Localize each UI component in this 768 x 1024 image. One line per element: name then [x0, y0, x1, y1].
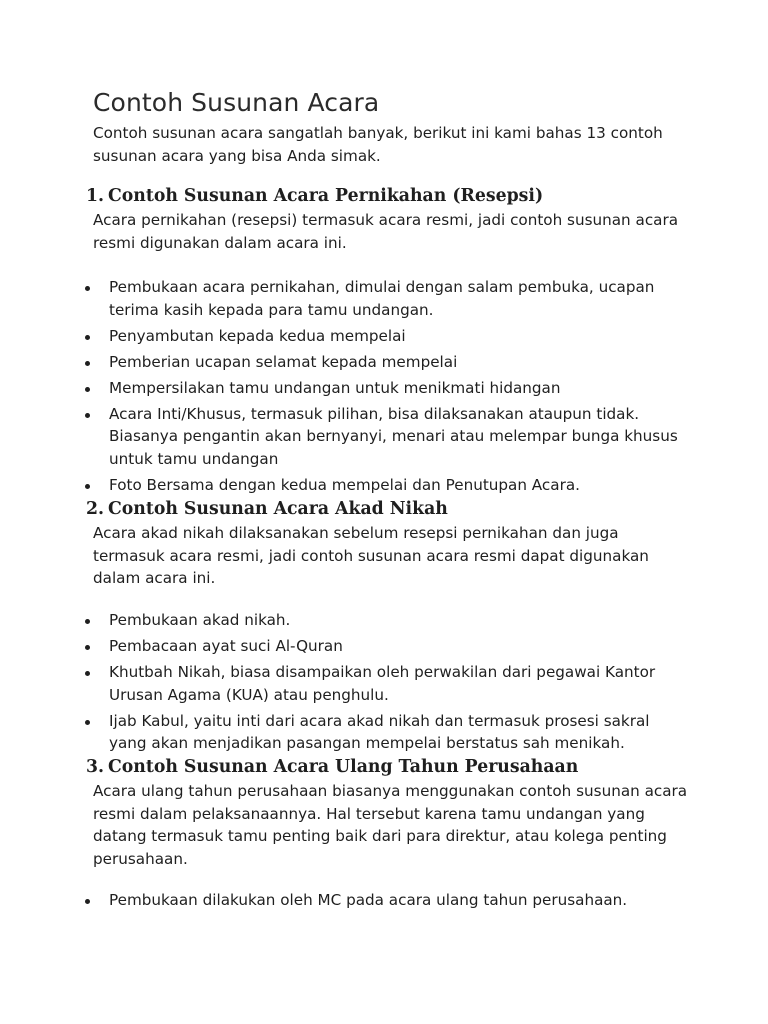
section-number: 1.: [86, 186, 105, 206]
document-intro: Contoh susunan acara sangatlah banyak, berikut ini kami bahas 13 contoh susunan acara yang bisa Anda simak.: [93, 124, 663, 165]
bullet-icon: [85, 899, 90, 904]
list-item-text: Pemberian ucapan selamat kepada mempelai: [109, 352, 458, 371]
section-heading-akad-nikah: [86, 499, 448, 519]
list-item: [85, 474, 685, 497]
section-heading-ulang-tahun: [86, 757, 578, 777]
bullet-icon: [85, 413, 90, 418]
bullet-list-akad-nikah: [85, 609, 685, 758]
list-item-text: Ijab Kabul, yaitu inti dari acara akad nikah dan termasuk prosesi sakral yang akan menjadikan pasangan mempelai berstatus sah menikah.: [109, 711, 650, 752]
list-item: [85, 661, 685, 706]
list-item: [85, 403, 685, 471]
section-heading-text: Contoh Susunan Acara Pernikahan (Resepsi): [108, 186, 544, 206]
section-number: 2.: [86, 499, 105, 519]
bullet-icon: [85, 286, 90, 291]
bullet-icon: [85, 619, 90, 624]
list-item-text: Pembukaan dilakukan oleh MC pada acara ulang tahun perusahaan.: [109, 891, 628, 909]
bullet-icon: [85, 361, 90, 366]
list-item: [85, 351, 685, 374]
bullet-list-pernikahan: [85, 276, 685, 500]
section-description-akad-nikah: Acara akad nikah dilaksanakan sebelum resepsi pernikahan dan juga termasuk acara resmi, jadi contoh susunan acara resmi dapat digunakan dalam acara ini.: [93, 524, 649, 587]
section-description-pernikahan: Acara pernikahan (resepsi) termasuk acara resmi, jadi contoh susunan acara resmi digunakan dalam acara ini.: [93, 211, 679, 252]
section-heading-text: Contoh Susunan Acara Akad Nikah: [108, 499, 448, 519]
bullet-icon: [85, 484, 90, 489]
list-item: [85, 635, 685, 658]
list-item-text: Pembacaan ayat suci Al-Quran: [109, 637, 343, 655]
list-item-text: Mempersilakan tamu undangan untuk menikmati hidangan: [109, 378, 561, 397]
list-item-text: Penyambutan kepada kedua mempelai: [109, 326, 406, 345]
section-heading-pernikahan: [86, 186, 543, 206]
bullet-icon: [85, 720, 90, 725]
list-item: [85, 889, 685, 912]
list-item-text: Khutbah Nikah, biasa disampaikan oleh perwakilan dari pegawai Kantor Urusan Agama (KUA) atau penghulu.: [109, 663, 656, 704]
list-item: [85, 276, 685, 321]
bullet-icon: [85, 335, 90, 340]
bullet-icon: [85, 387, 90, 392]
list-item: [85, 377, 685, 400]
list-item: [85, 710, 685, 755]
list-item-text: Pembukaan acara pernikahan, dimulai dengan salam pembuka, ucapan terima kasih kepada para tamu undangan.: [109, 278, 655, 319]
bullet-list-ulang-tahun: [85, 889, 685, 915]
section-heading-text: Contoh Susunan Acara Ulang Tahun Perusahaan: [108, 757, 579, 777]
section-number: 3.: [86, 757, 105, 777]
section-description-ulang-tahun: Acara ulang tahun perusahaan biasanya menggunakan contoh susunan acara resmi dalam pelaksanaannya. Hal tersebut karena tamu undangan yang datang termasuk tamu penting baik dari para direktur, atau kolega penting perusahaan.: [93, 782, 688, 868]
list-item: [85, 609, 685, 632]
bullet-icon: [85, 671, 90, 676]
list-item: [85, 325, 685, 348]
list-item-text: Acara Inti/Khusus, termasuk pilihan, bisa dilaksanakan ataupun tidak. Biasanya pengantin akan bernyanyi, menari atau melempar bunga khusus untuk tamu undangan: [109, 404, 678, 468]
bullet-icon: [85, 645, 90, 650]
list-item-text: Foto Bersama dengan kedua mempelai dan Penutupan Acara.: [109, 475, 580, 494]
document-title: Contoh Susunan Acara: [93, 88, 380, 117]
list-item-text: Pembukaan akad nikah.: [109, 611, 291, 629]
